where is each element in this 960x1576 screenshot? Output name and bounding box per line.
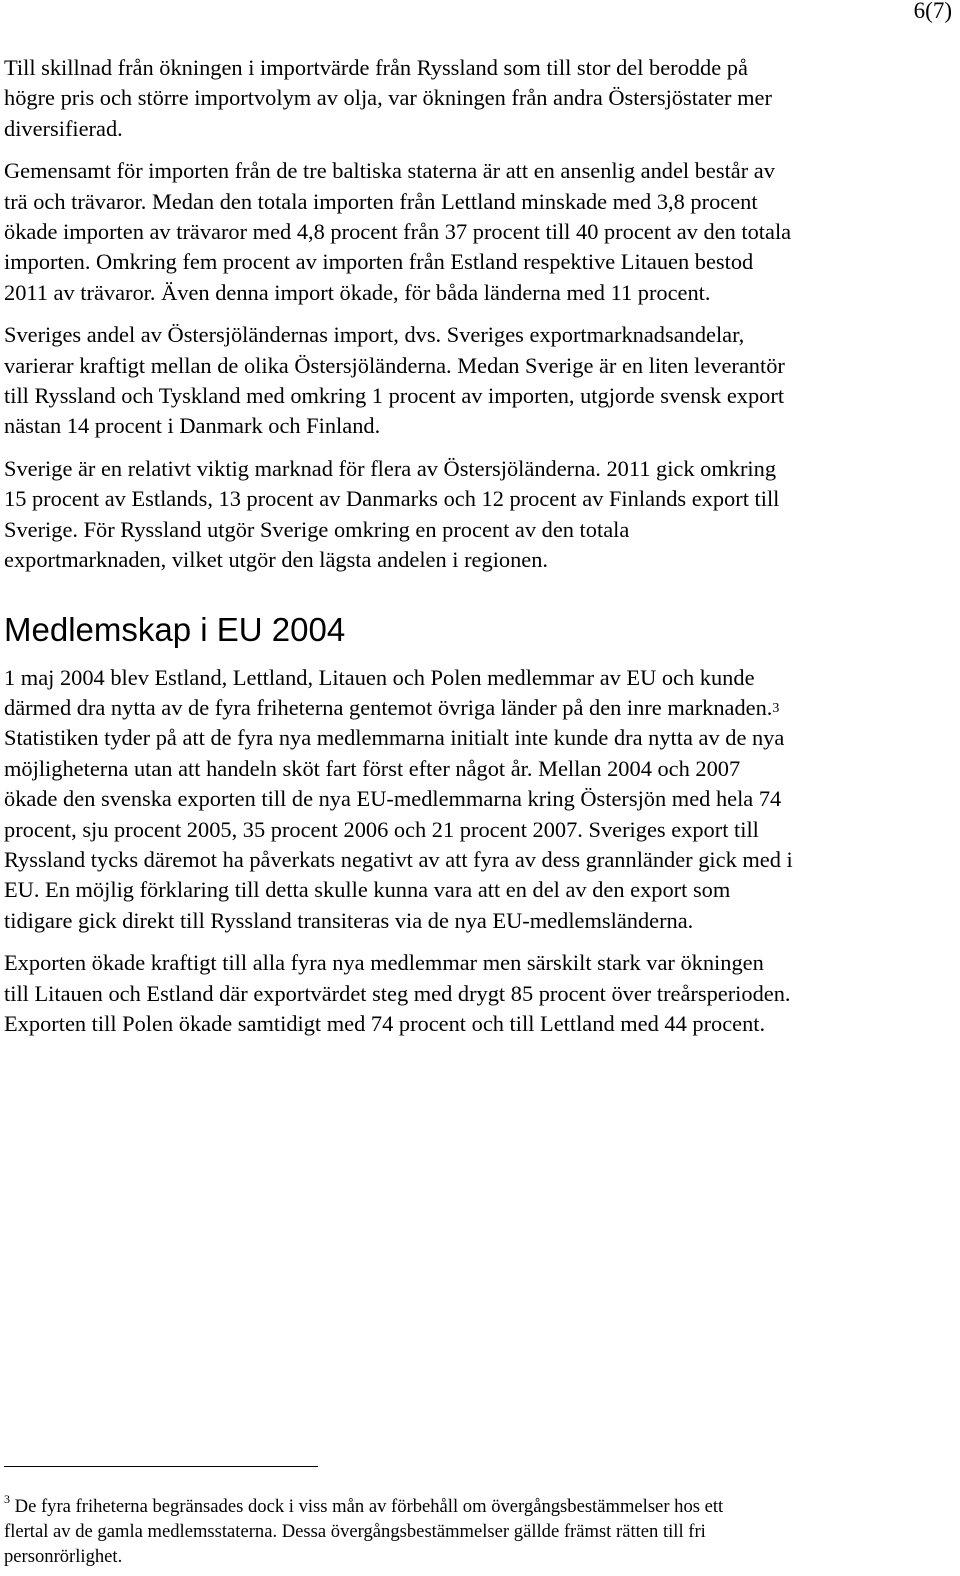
paragraph-eu-membership	[4, 663, 794, 937]
page-number: 6(7)	[913, 0, 952, 23]
paragraph-baltic-wood-import: Gemensamt för importen från de tre baltiska staterna är att en ansenlig andel består av trä och trävaror. Medan den totala importen från Lettland minskade med 3,8 procent ökade importen av trävaror med 4,8 procent från 37 procent till 40 procent av den totala importen. Omkring fem procent av importen från Estland respektive Litauen bestod 2011 av trävaror. Även denna import ökade, för båda länderna med 11 procent.	[4, 158, 792, 305]
eu-paragraph-part-b: Statistiken tyder på att de fyra nya medlemmarna initialt inte kunde dra nytta av de nya möjligheterna utan att handeln sköt fart först efter något år. Mellan 2004 och 2007 ökade den svenska exporten till de nya EU-medlemmarna kring Östersjön med hela 74 procent, sju procent 2005, 35 procent 2006 och 21 procent 2007. Sveriges export till Ryssland tycks däremot ha påverkats negativt av att fyra av dess grannländer gick med i EU. En möjlig förklaring till detta skulle kunna vara att en del av den export som tidigare gick direkt till Ryssland transiteras via de nya EU-medlemsländerna.	[4, 725, 793, 933]
paragraph-swedish-market-share: Sveriges andel av Östersjöländernas import, dvs. Sveriges exportmarknadsandelar, varierar kraftigt mellan de olika Östersjöländerna. Medan Sverige är en liten leverantör till Ryssland och Tyskland med omkring 1 procent av importen, utgjorde svensk export nästan 14 procent i Danmark och Finland.	[4, 322, 785, 439]
footnote-text: De fyra friheterna begränsades dock i viss mån av förbehåll om övergångsbestämmelser hos ett flertal av de gamla medlemsstaterna. Dessa övergångsbestämmelser gällde främst rätten till fri personrörlighet.	[4, 1496, 724, 1567]
section-heading: Medlemskap i EU 2004	[4, 610, 346, 648]
paragraph-import-diversified: Till skillnad från ökningen i importvärde från Ryssland som till stor del berodde på högre pris och större importvolym av olja, var ökningen från andra Östersjöstater mer diversifierad.	[4, 55, 772, 141]
eu-paragraph-part-a: 1 maj 2004 blev Estland, Lettland, Litauen och Polen medlemmar av EU och kunde därmed dra nytta av de fyra friheterna gentemot övriga länder på den inre marknaden.	[4, 664, 773, 720]
body-text	[4, 53, 794, 1051]
paragraph-sweden-export-market: Sverige är en relativt viktig marknad för flera av Östersjöländerna. 2011 gick omkring 15 procent av Estlands, 13 procent av Danmarks och 12 procent av Finlands export till Sverige. För Ryssland utgör Sverige omkring en procent av den totala exportmarknaden, vilket utgör den lägsta andelen i regionen.	[4, 455, 780, 573]
footnote-separator	[4, 1466, 318, 1467]
footnote	[4, 1491, 764, 1569]
footnote-number: 3	[4, 1491, 10, 1506]
footnote-reference[interactable]: 3	[772, 700, 780, 716]
paragraph-export-increase: Exporten ökade kraftigt till alla fyra nya medlemmar men särskilt stark var ökningen till Litauen och Estland där exportvärdet steg med drygt 85 procent över treårsperioden. Exporten till Polen ökade samtidigt med 74 procent och till Lettland med 44 procent.	[4, 950, 791, 1036]
